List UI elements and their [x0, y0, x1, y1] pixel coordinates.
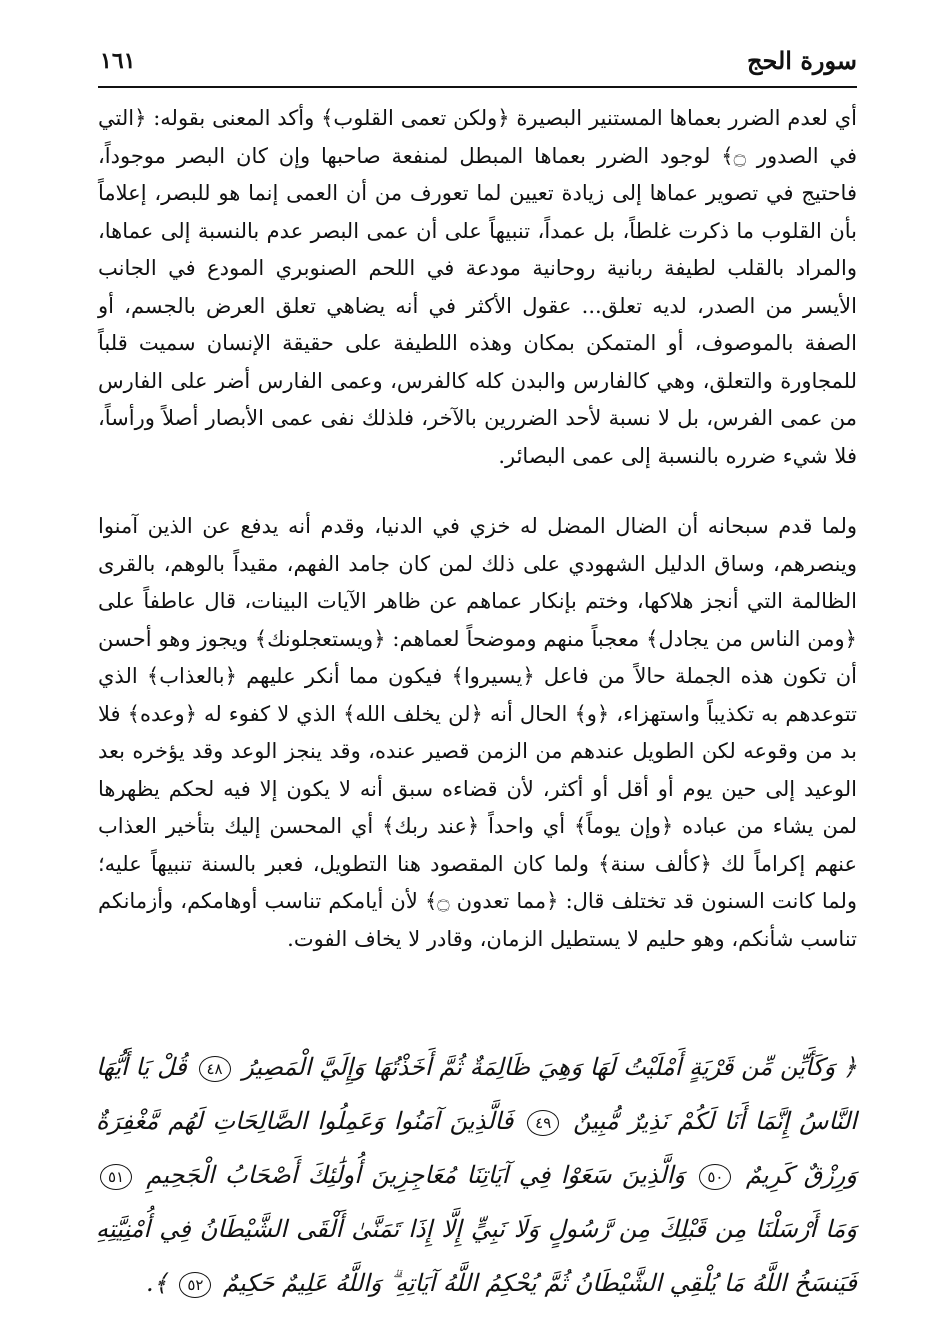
verse-text: فَالَّذِينَ آمَنُوا وَعَمِلُوا الصَّالِحَاتِ لَهُم مَّغْفِرَةٌ وَرِزْقٌ كَرِيمٌ	[96, 1107, 857, 1189]
ayah-number-marker: ٥٢	[179, 1272, 211, 1298]
verse-text: ﴿ وَكَأَيِّن مِّن قَرْيَةٍ أَمْلَيْتُ لَهَا وَهِيَ ظَالِمَةٌ ثُمَّ أَخَذْتُهَا وَإِلَيَّ الْمَصِيرُ	[242, 1053, 857, 1081]
ayah-number-marker: ٤٩	[527, 1110, 559, 1136]
page-number: ١٦١	[100, 48, 136, 74]
verse-closing: ﴾.	[146, 1269, 168, 1297]
commentary-paragraph-2: ولما قدم سبحانه أن الضال المضل له خزي في الدنيا، وقدم أنه يدفع عن الذين آمنوا وينصرهم، وساق الدليل الشهودي على ذلك لمن كان جامد الفهم، مقيداً بالوهم، بالقرى الظالمة التي أنجز هلاكها، وختم بإنكار عماهم عن ظاهر الآيات البينات، قال عاطفاً على ﴿ومن الناس من يجادل﴾ معجباً منهم وموضحاً لعماهم: ﴿ويستعجلونك﴾ ويجوز وهو أحسن أن تكون هذه الجملة حالاً من فاعل ﴿يسيروا﴾ فيكون مما أنكر عليهم ﴿بالعذاب﴾ الذي تتوعدهم به تكذيباً واستهزاء، ﴿و﴾ الحال أنه ﴿لن يخلف الله﴾ الذي لا كفوء له ﴿وعده﴾ فلا بد من وقوعه لكن الطويل عندهم من الزمن قصير عنده، وقد ينجز الوعد وقد يؤخره بعد الوعيد إلى حين يوم أو أقل أو أكثر، لأن قضاءه سبق أنه لا يكون إلا فيه لحكم يظهرها لمن يشاء من عباده ﴿وإن يوماً﴾ أي واحداً ﴿عند ربك﴾ أي المحسن إليك بتأخير العذاب عنهم إكراماً لك ﴿كألف سنة﴾ ولما كان المقصود هنا التطويل، فعبر بالسنة تنبيهاً عليه؛ ولما كانت السنون قد تختلف قال: ﴿مما تعدون ۝﴾ لأن أيامكم تناسب أوهامكم، وأزمانكم تناسب شأنكم، وهو حليم لا يستطيل الزمان، وقادر لا يخاف الفوت.	[98, 514, 857, 951]
quran-verses	[96, 1040, 857, 1310]
commentary-paragraph-1: أي لعدم الضرر بعماها المستنير البصيرة ﴿ولكن تعمى القلوب﴾ وأكد المعنى بقوله: ﴿التي في الصدور ۝﴾ لوجود الضرر بعماها المبطل لمنفعة صاحبها وإن كان البصر موجوداً، فاحتيج في تصوير عماها إلى زيادة تعيين لما تعورف من أن العمى إنما هو للبصر، إعلاماً بأن القلوب ما ذكرت غلطاً، بل عمداً، تنبيهاً على أن عمى البصر عدم بالنسبة إلى عماها، والمراد بالقلب لطيفة ربانية روحانية مودعة في اللحم الصنوبري المودع في الجانب الأيسر من الصدر، لديه تعلق... عقول الأكثر في أنه يضاهي تعلق العرض بالجسم، أو الصفة بالموصوف، أو المتمكن بمكان وهذه اللطيفة على حقيقة الإنسان سميت قلباً للمجاورة والتعلق، وهي كالفارس والبدن كله كالفرس، وعمى الفارس أضر على الفارس من عمى الفرس، بل لا نسبة لأحد الضررين بالآخر، فلذلك نفى عمى الأبصار أصلاً ورأساً، فلا شيء ضرره بالنسبة إلى عمى البصائر.	[98, 106, 858, 468]
surah-title: سورة الحج	[747, 46, 857, 75]
verse-text: وَمَا أَرْسَلْنَا مِن قَبْلِكَ مِن رَّسُولٍ وَلَا نَبِيٍّ إِلَّا إِذَا تَمَنَّىٰ أَلْقَى الشَّيْطَانُ فِي أُمْنِيَّتِهِ فَيَنسَخُ اللَّهُ مَا يُلْقِي الشَّيْطَانُ ثُمَّ يُحْكِمُ اللَّهُ آيَاتِهِ ۗ وَاللَّهُ عَلِيمٌ حَكِيمٌ	[96, 1215, 857, 1297]
ayah-number-marker: ٥١	[100, 1164, 132, 1190]
page-header	[98, 42, 857, 88]
verse-text: قُلْ يَا أَيُّهَا النَّاسُ إِنَّمَا أَنَا لَكُمْ نَذِيرٌ مُّبِينٌ	[96, 1053, 857, 1135]
ayah-number-marker: ٥٠	[699, 1164, 731, 1190]
ayah-number-marker: ٤٨	[199, 1056, 231, 1082]
verse-text: وَالَّذِينَ سَعَوْا فِي آيَاتِنَا مُعَاجِزِينَ أُولَٰئِكَ أَصْحَابُ الْجَحِيمِ	[146, 1161, 686, 1189]
